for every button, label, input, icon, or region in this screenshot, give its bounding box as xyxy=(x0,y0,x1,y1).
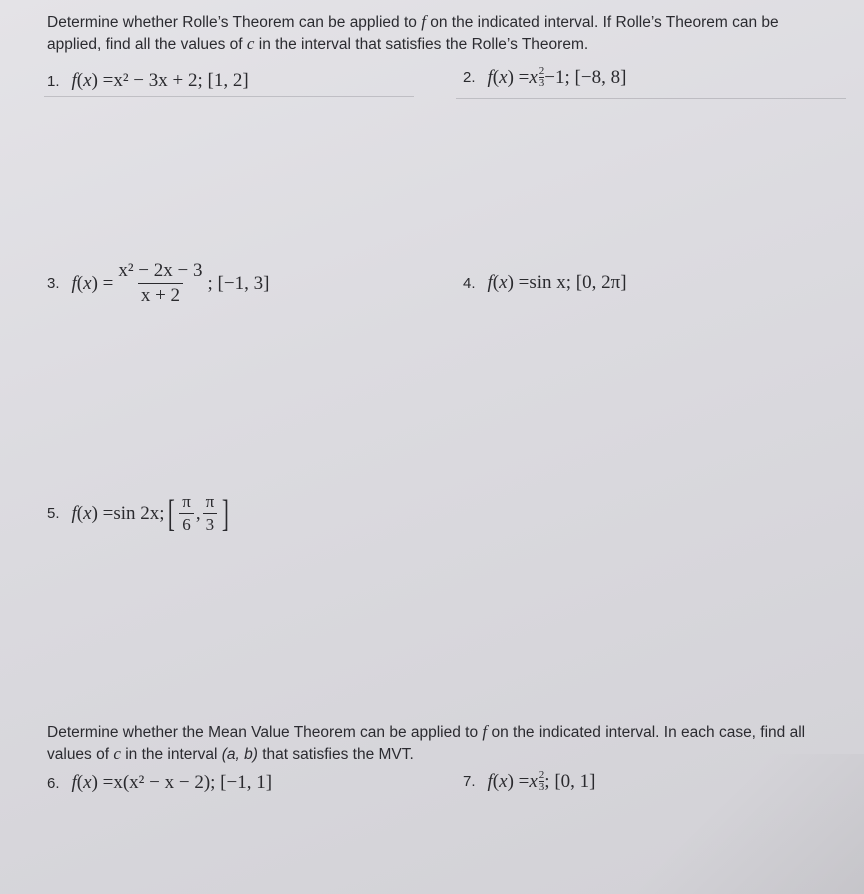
right-bracket: ] xyxy=(222,492,229,535)
rolles-instructions: Determine whether Rolle’s Theorem can be applied to f on the indicated interval. If Rolle’s Theorem can be applied, find all the values of c in the interval that satisfies the Rolle’s Theorem. xyxy=(47,12,779,53)
problem-fraction xyxy=(115,260,205,307)
problem-1 xyxy=(47,70,249,92)
interval-comma: , xyxy=(195,502,201,524)
problem-number: 4. xyxy=(463,274,476,292)
problem-rest: −1; [−8, 8] xyxy=(544,66,627,88)
divider-line xyxy=(44,96,414,97)
problem-lhs: f(x) = xyxy=(487,272,530,293)
problem-expression: sin 2x; xyxy=(113,502,165,524)
problem-2 xyxy=(463,66,626,89)
problem-expression: x² − 3x + 2; [1, 2] xyxy=(113,70,249,91)
problem-expression: x(x² − x − 2); [−1, 1] xyxy=(113,772,273,793)
problem-6 xyxy=(47,772,272,794)
problem-expression: sin x; [0, 2π] xyxy=(529,272,627,293)
problem-base: x xyxy=(529,66,538,88)
fraction-numerator: x² − 2x − 3 xyxy=(118,260,203,281)
problem-number: 1. xyxy=(47,72,60,90)
problem-number: 7. xyxy=(463,773,476,790)
interval-end: $\frac{\pi}{3}$ xyxy=(203,492,218,535)
problem-number: 2. xyxy=(463,69,476,86)
divider-line xyxy=(456,98,846,99)
problem-number: 6. xyxy=(47,774,60,792)
problem-exponent: 2 3 xyxy=(538,65,545,89)
problem-base: x xyxy=(529,770,538,792)
problem-rest: ; [0, 1] xyxy=(544,770,596,792)
problem-lhs: f(x) = xyxy=(71,70,114,91)
problem-number: 3. xyxy=(47,275,60,292)
problem-lhs: f(x) = xyxy=(71,502,114,524)
problem-lhs: f(x) = xyxy=(71,772,114,793)
problem-lhs: f(x) = xyxy=(487,66,530,88)
interval-start: $\frac{\pi}{6}$ xyxy=(179,492,194,535)
problem-lhs: f(x) = xyxy=(487,770,530,792)
problem-7 xyxy=(463,770,595,793)
problem-number: 5. xyxy=(47,505,60,522)
problem-4 xyxy=(463,272,627,294)
problem-3 xyxy=(47,260,269,307)
problem-rest: ; [−1, 3] xyxy=(207,272,270,294)
page-shadow xyxy=(604,754,864,894)
problem-5 xyxy=(47,492,232,535)
fraction-denominator: x + 2 xyxy=(138,283,183,307)
problem-exponent: 2 3 xyxy=(538,769,545,793)
mvt-instructions: Determine whether the Mean Value Theorem can be applied to f on the indicated interval. In each case, find all values of c in the interval (a, b) that satisfies the MVT. xyxy=(47,722,806,763)
problem-lhs: f(x) = xyxy=(71,272,114,294)
left-bracket: [ xyxy=(167,492,175,535)
